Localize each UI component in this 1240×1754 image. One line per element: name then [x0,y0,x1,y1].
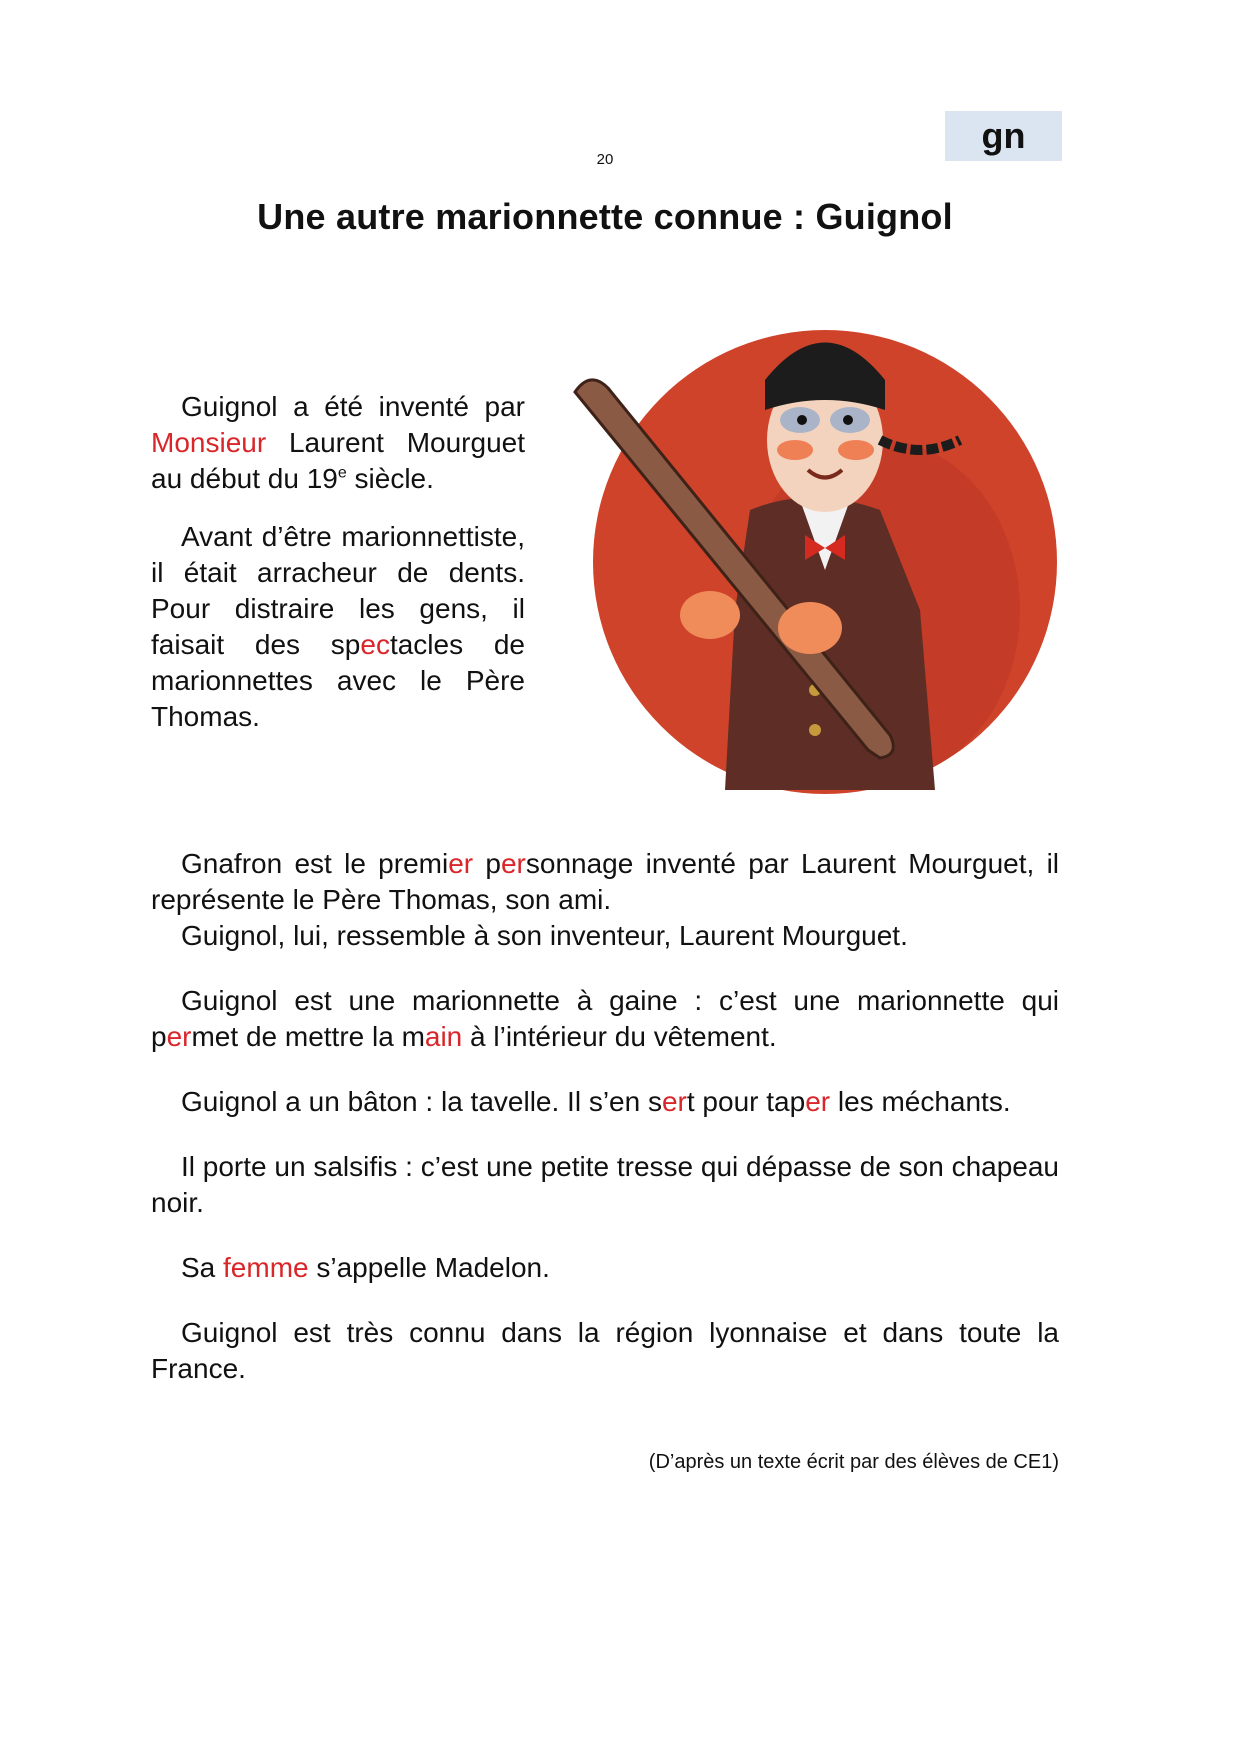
page-number: 20 [596,151,614,168]
paragraph-fame: Guignol est très connu dans la région lyonnaise et dans toute la France. [151,1317,1059,1384]
highlight: femme [223,1252,309,1283]
body-text [151,846,1059,1387]
paragraph-salsifis: Il porte un salsifis : c’est une petite tresse qui dépasse de son chapeau noir. [151,1151,1059,1218]
paragraph-gnafron: Gnafron est le premier personnage inventé par Laurent Mourguet, il représente le Père Thomas, son ami. [151,848,1060,915]
paragraph-resemblance: Guignol, lui, ressemble à son inventeur, Laurent Mourguet. [181,920,908,951]
highlight: er [448,848,474,879]
paragraph-before: Avant d’être marionnettiste, il était arracheur de dents. Pour distraire les gens, il faisait des spectacles de marionnettes avec le Père Thomas. [151,521,525,732]
highlight: ec [360,629,390,660]
paragraph-baton: Guignol a un bâton : la tavelle. Il s’en sert pour taper les méchants. [181,1086,1011,1117]
highlight: Monsieur [151,427,267,458]
paragraph-madelon: Sa femme s’appelle Madelon. [181,1252,550,1283]
highlight: er [805,1086,831,1117]
page-title: Une autre marionnette connue : Guignol [257,196,953,237]
superscript: e [337,464,347,482]
highlight: er [500,848,526,879]
highlight: er [661,1086,687,1117]
guignol-illustration [560,310,1080,805]
highlight: ain [424,1021,463,1052]
paragraph-invention: Guignol a été inventé par Monsieur Laurent Mourguet au début du 19e siècle. [151,391,525,494]
intro-column [151,389,525,735]
highlight: er [166,1021,192,1052]
sound-tag: gn [945,111,1062,161]
paragraph-glove-puppet: Guignol est une marionnette à gaine : c’est une marionnette qui permet de mettre la main à l’intérieur du vêtement. [151,985,1059,1052]
source-credit: (D’après un texte écrit par des élèves de CE1) [648,1451,1059,1473]
